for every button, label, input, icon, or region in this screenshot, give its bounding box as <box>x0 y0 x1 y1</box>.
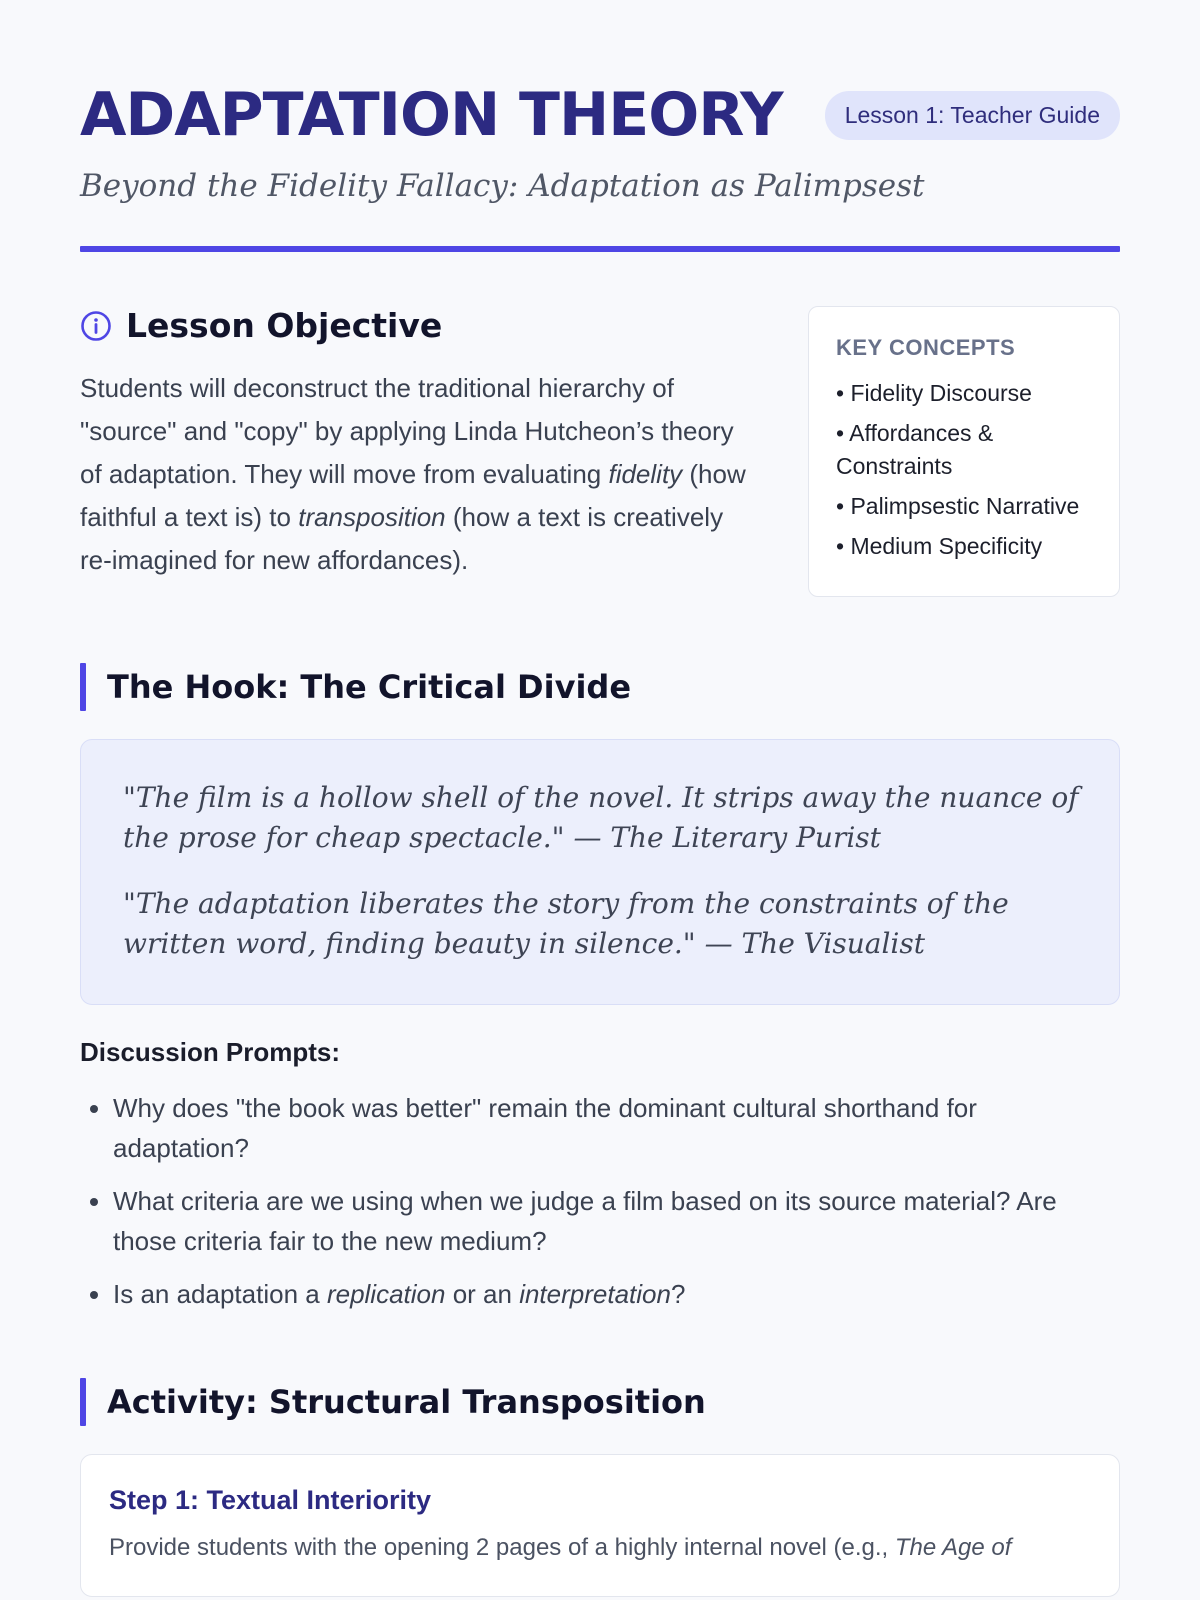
prompt-text-part: Is an adaptation a <box>113 1279 327 1309</box>
hook-heading <box>80 663 1120 711</box>
activity-title: Activity: Structural Transposition <box>107 1383 706 1421</box>
step-card <box>80 1454 1120 1597</box>
quote-literary-purist: "The film is a hollow shell of the novel. It strips away the nuance of the prose for cheap spectacle." — The Literary Purist <box>123 781 1079 854</box>
objective-term-transposition: transposition <box>298 502 446 532</box>
prompt-text-part: ? <box>670 1279 686 1309</box>
page-header <box>80 80 1120 252</box>
objective-text-part: Students will deconstruct the traditional hierarchy of "source" and "copy" by applying Linda Hutcheon’s theory of adaptation. They will move from evaluating <box>80 373 734 489</box>
activity-section <box>80 1378 1120 1597</box>
key-concept-item: • Fidelity Discourse <box>836 380 1032 406</box>
section-accent-bar <box>80 663 86 711</box>
key-concepts-card <box>808 306 1120 597</box>
objective-text-part: (how a text is creatively re-imagined for new affordances). <box>80 502 724 575</box>
step-text-part: Provide students with the opening 2 pages of a highly internal novel (e.g., <box>109 1534 895 1561</box>
quote-box <box>80 739 1120 1005</box>
discussion-prompt <box>113 1274 1120 1314</box>
key-concepts-title: KEY CONCEPTS <box>836 335 1016 360</box>
objective-text <box>80 367 750 582</box>
discussion-prompts-list <box>80 1088 1120 1314</box>
section-accent-bar <box>80 1378 86 1426</box>
step-book-title: The Age of <box>894 1534 1012 1561</box>
hook-section <box>80 663 1120 1314</box>
info-icon <box>80 310 112 342</box>
prompt-term-interpretation: interpretation <box>519 1279 671 1309</box>
step-title: Step 1: Textual Interiority <box>109 1485 432 1515</box>
activity-heading <box>80 1378 1120 1426</box>
objective-heading <box>80 306 750 345</box>
step-text <box>109 1530 1091 1566</box>
header-row <box>80 80 1120 150</box>
objective-text-part: (how faithful a text is) to <box>80 459 746 532</box>
discussion-prompts-label: Discussion Prompts: <box>80 1037 341 1067</box>
discussion-prompt: • What criteria are we using when we judge a film based on its source material? Are those criteria fair to the new medium? <box>113 1181 1120 1261</box>
prompt-term-replication: replication <box>326 1279 446 1309</box>
page-subtitle: Beyond the Fidelity Fallacy: Adaptation as Palimpsest <box>80 168 925 204</box>
key-concept-item: • Affordances & Constraints <box>836 420 994 479</box>
key-concepts-list <box>836 377 1093 563</box>
objective-main <box>80 306 750 582</box>
header-divider <box>80 246 1120 252</box>
page-title: ADAPTATION THEORY <box>80 80 783 150</box>
objective-section <box>80 306 1120 597</box>
discussion-prompt: • Why does "the book was better" remain the dominant cultural shorthand for adaptation? <box>113 1088 1120 1168</box>
key-concept-item: • Medium Specificity <box>836 533 1043 559</box>
key-concept-item: • Palimpsestic Narrative <box>836 493 1080 519</box>
objective-title: Lesson Objective <box>126 306 443 345</box>
objective-term-fidelity: fidelity <box>608 459 683 489</box>
quote-visualist: "The adaptation liberates the story from the constraints of the written word, finding beauty in silence." — The Visualist <box>123 887 1009 960</box>
lesson-badge: Lesson 1: Teacher Guide <box>825 91 1120 140</box>
prompt-text-part: or an <box>445 1279 520 1309</box>
hook-title: The Hook: The Critical Divide <box>107 668 632 706</box>
